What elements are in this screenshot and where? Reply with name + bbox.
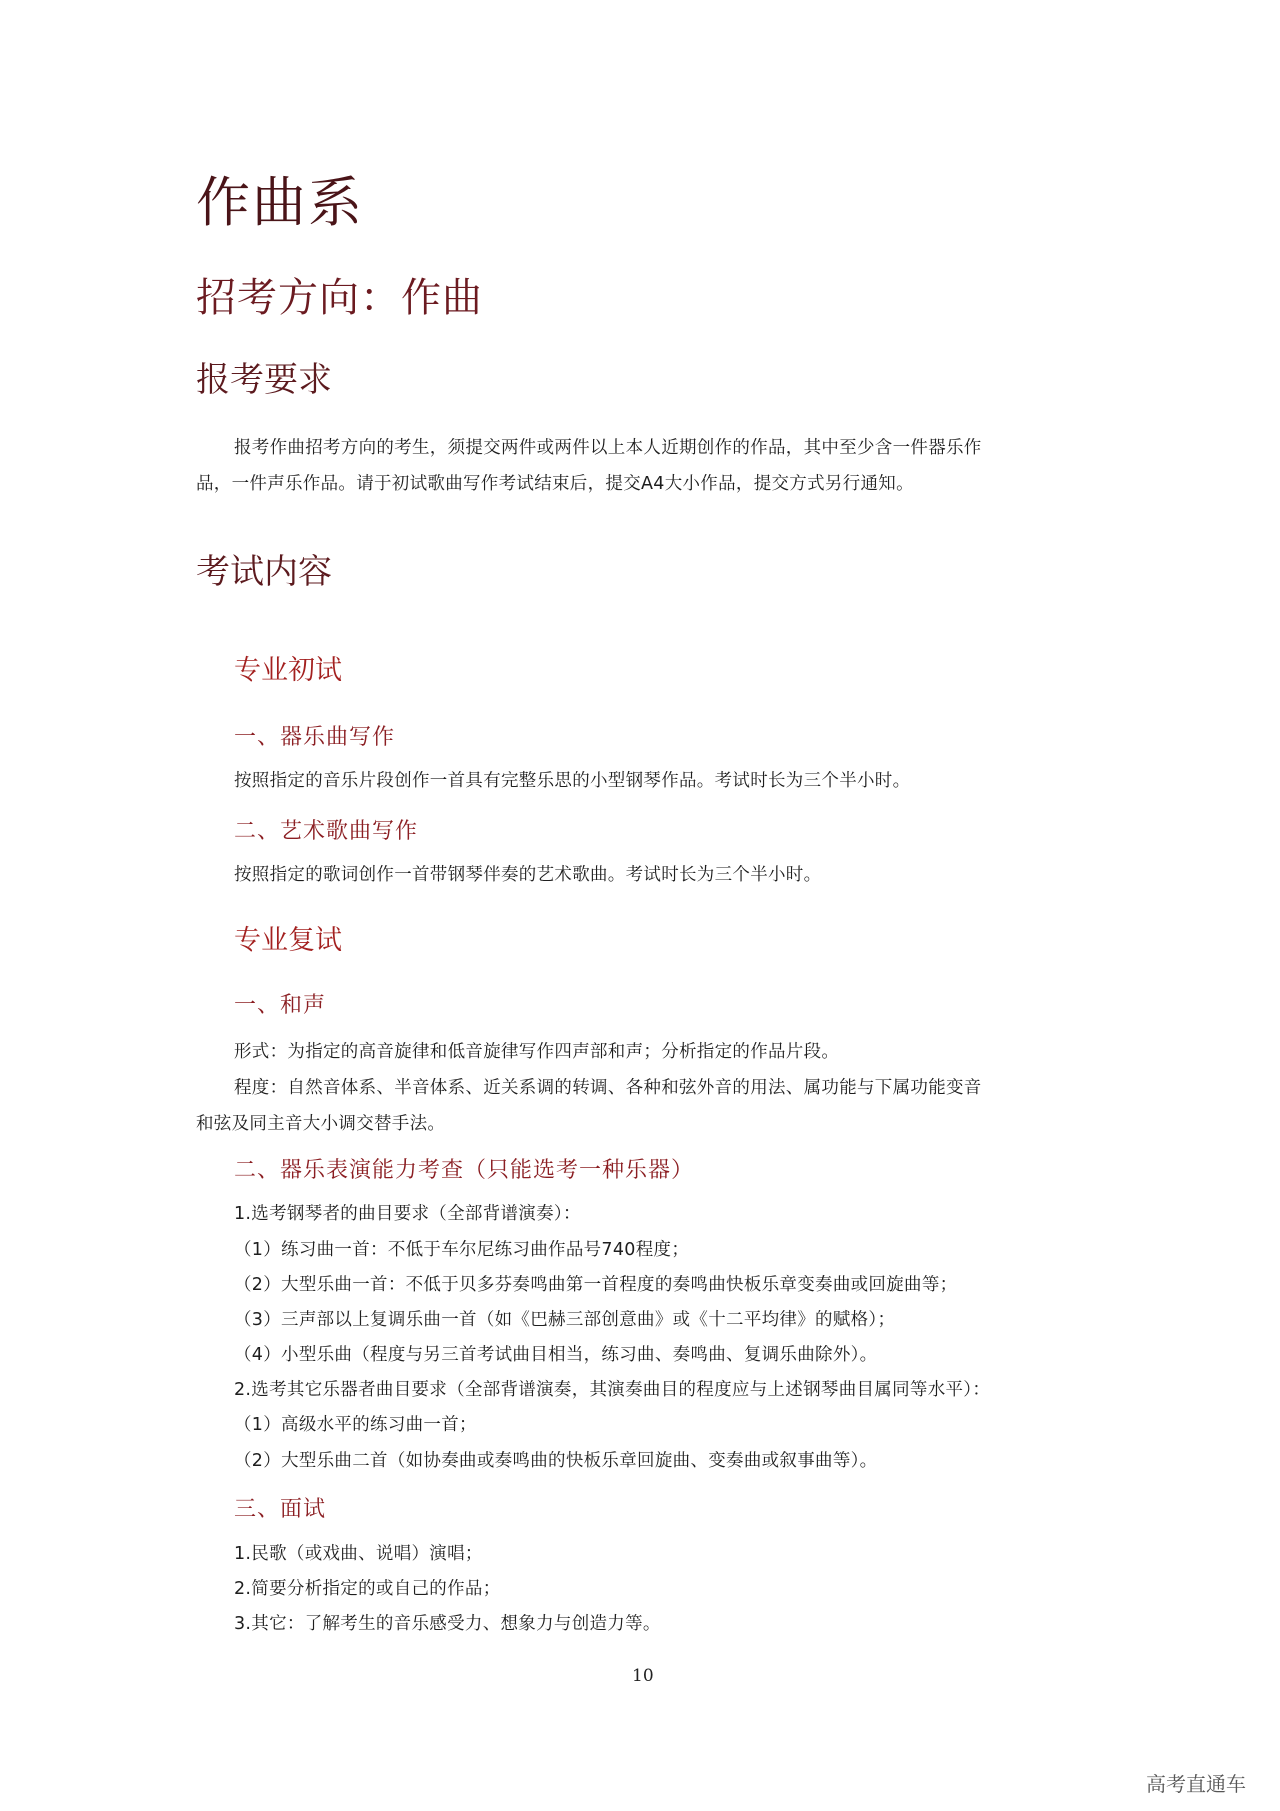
instrument-line: （2）大型乐曲二首（如协奏曲或奏鸣曲的快板乐章回旋曲、变奏曲或叙事曲等）。	[234, 1451, 878, 1471]
exam-content-heading: 考试内容	[196, 552, 332, 592]
instrument-line: 1.选考钢琴者的曲目要求（全部背谱演奏）：	[234, 1204, 581, 1224]
interview-line: 3.其它：了解考生的音乐感受力、想象力与创造力等。	[234, 1614, 661, 1634]
preliminary-item2-text: 按照指定的歌词创作一首带钢琴伴奏的艺术歌曲。考试时长为三个半小时。	[234, 865, 822, 885]
instrument-line: 2.选考其它乐器者曲目要求（全部背谱演奏，其演奏曲目的程度应与上述钢琴曲目属同等水平）：	[234, 1380, 991, 1400]
harmony-level-line1: 程度：自然音体系、半音体系、近关系调的转调、各种和弦外音的用法、属功能与下属功能变音	[234, 1078, 982, 1098]
harmony-form: 形式：为指定的高音旋律和低音旋律写作四声部和声；分析指定的作品片段。	[234, 1042, 840, 1062]
preliminary-heading: 专业初试	[234, 655, 342, 686]
requirements-heading: 报考要求	[196, 360, 332, 400]
harmony-title: 一、和声	[234, 993, 327, 1018]
instrument-line: （1）练习曲一首：不低于车尔尼练习曲作品号740程度；	[234, 1240, 690, 1260]
retest-heading: 专业复试	[234, 925, 342, 956]
watermark: 高考直通车	[1146, 1772, 1246, 1796]
direction-title: 招考方向：作曲	[196, 275, 483, 321]
page-number: 10	[632, 1666, 654, 1686]
department-title: 作曲系	[196, 171, 364, 234]
instrument-title: 二、器乐表演能力考查（只能选考一种乐器）	[234, 1158, 695, 1183]
interview-title: 三、面试	[234, 1497, 327, 1522]
instrument-line: （3）三声部以上复调乐曲一首（如《巴赫三部创意曲》或《十二平均律》的赋格）；	[234, 1310, 896, 1330]
preliminary-item2-title: 二、艺术歌曲写作	[234, 819, 419, 844]
instrument-line: （1）高级水平的练习曲一首；	[234, 1415, 477, 1435]
preliminary-item1-title: 一、器乐曲写作	[234, 725, 396, 750]
interview-line: 2.简要分析指定的或自己的作品；	[234, 1579, 501, 1599]
preliminary-item1-text: 按照指定的音乐片段创作一首具有完整乐思的小型钢琴作品。考试时长为三个半小时。	[234, 771, 911, 791]
instrument-line: （2）大型乐曲一首：不低于贝多芬奏鸣曲第一首程度的奏鸣曲快板乐章变奏曲或回旋曲等；	[234, 1275, 958, 1295]
harmony-level-line2: 和弦及同主音大小调交替手法。	[196, 1114, 446, 1134]
interview-line: 1.民歌（或戏曲、说唱）演唱；	[234, 1544, 483, 1564]
requirements-paragraph-line1: 报考作曲招考方向的考生，须提交两件或两件以上本人近期创作的作品，其中至少含一件器乐作	[234, 438, 982, 458]
instrument-line: （4）小型乐曲（程度与另三首考试曲目相当，练习曲、奏鸣曲、复调乐曲除外）。	[234, 1345, 878, 1365]
requirements-paragraph-line2: 品，一件声乐作品。请于初试歌曲写作考试结束后，提交A4大小作品，提交方式另行通知。	[196, 474, 914, 494]
